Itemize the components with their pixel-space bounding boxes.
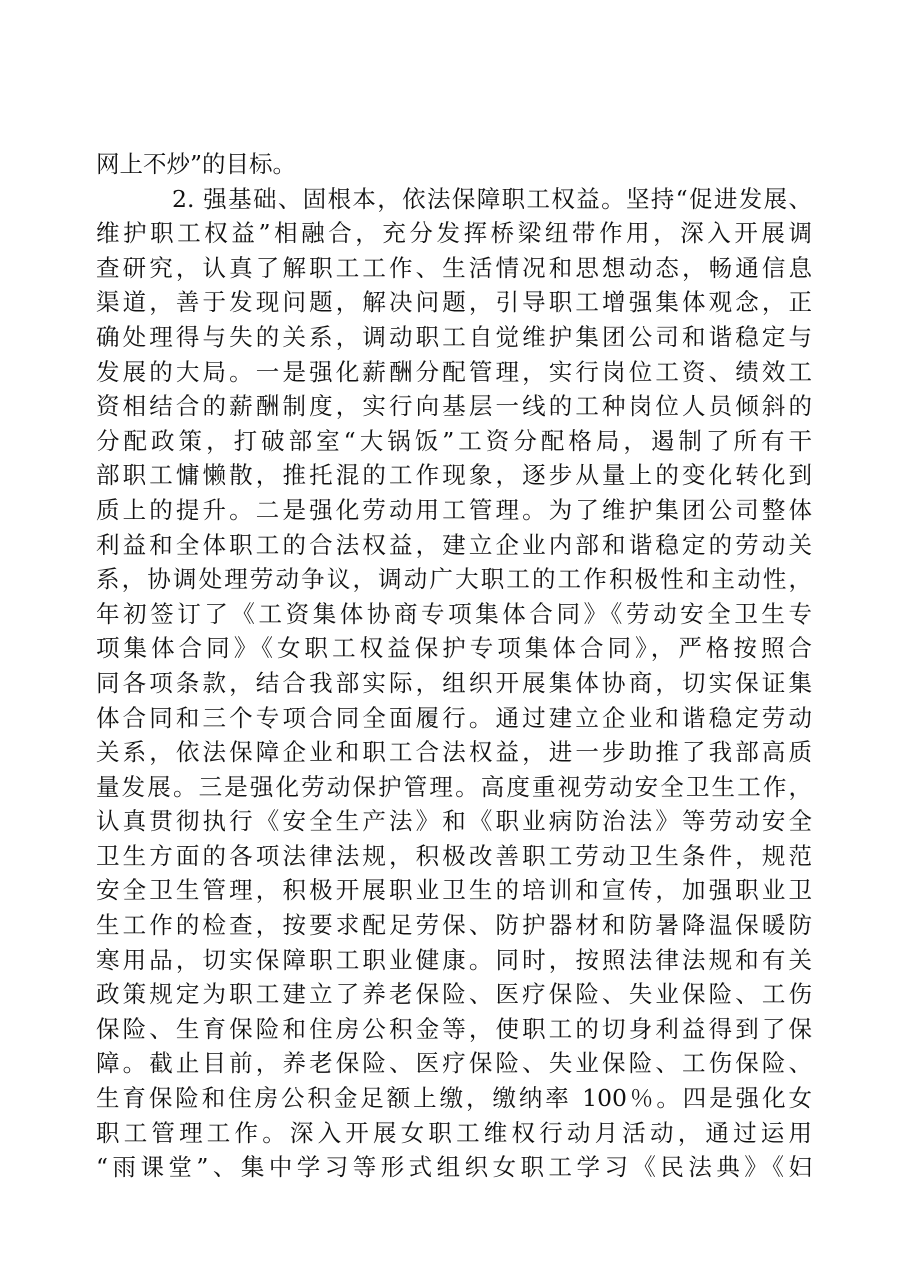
- text-line: 生育保险和住房公积金足额上缴，缴纳率 100％。四是强化女: [96, 1084, 812, 1113]
- text-line: 资相结合的薪酬制度，实行向基层一线的工种岗位人员倾斜的: [96, 392, 812, 421]
- text-line: 生工作的检查，按要求配足劳保、防护器材和防暑降温保暖防: [96, 911, 812, 940]
- text-line: 项集体合同》《女职工权益保护专项集体合同》，严格按照合: [96, 634, 812, 663]
- text-line: 部职工慵懒散，推托混的工作现象，逐步从量上的变化转化到: [96, 461, 812, 490]
- text-line: 卫生方面的各项法律法规，积极改善职工劳动卫生条件，规范: [96, 841, 812, 870]
- text-line: 年初签订了《工资集体协商专项集体合同》《劳动安全卫生专: [96, 599, 812, 628]
- text-line: “雨课堂”、集中学习等形式组织女职工学习《民法典》《妇: [96, 1153, 812, 1182]
- text-line: 保险、生育保险和住房公积金等，使职工的切身利益得到了保: [96, 1014, 812, 1043]
- text-line: 发展的大局。一是强化薪酬分配管理，实行岗位工资、绩效工: [96, 357, 812, 386]
- text-line: 体合同和三个专项合同全面履行。通过建立企业和谐稳定劳动: [96, 703, 812, 732]
- body-text: [96, 147, 812, 1185]
- text-line: 职工管理工作。深入开展女职工维权行动月活动，通过运用: [96, 1118, 812, 1147]
- text-line: 关系，依法保障企业和职工合法权益，进一步助推了我部高质: [96, 738, 812, 767]
- text-line: 安全卫生管理，积极开展职业卫生的培训和宣传，加强职业卫: [96, 876, 812, 905]
- text-line: 寒用品，切实保障职工职业健康。同时，按照法律法规和有关: [96, 945, 812, 974]
- text-line: 网上不炒”的目标。: [96, 150, 297, 178]
- text-line: 维护职工权益”相融合，充分发挥桥梁纽带作用，深入开展调: [96, 219, 812, 248]
- text-line: 查研究，认真了解职工工作、生活情况和思想动态，畅通信息: [96, 253, 812, 282]
- text-line: 确处理得与失的关系，调动职工自觉维护集团公司和谐稳定与: [96, 322, 812, 351]
- text-line: 质上的提升。二是强化劳动用工管理。为了维护集团公司整体: [96, 495, 812, 524]
- text-line: 系，协调处理劳动争议，调动广大职工的工作积极性和主动性，: [96, 565, 812, 594]
- text-line: 渠道，善于发现问题，解决问题，引导职工增强集体观念，正: [96, 288, 812, 317]
- text-line: 分配政策，打破部室“大锅饭”工资分配格局，遏制了所有干: [96, 426, 812, 455]
- text-line: 2. 强基础、固根本，依法保障职工权益。坚持“促进发展、: [172, 184, 812, 213]
- text-line: 认真贯彻执行《安全生产法》和《职业病防治法》等劳动安全: [96, 807, 812, 836]
- text-line: 政策规定为职工建立了养老保险、医疗保险、失业保险、工伤: [96, 980, 812, 1009]
- text-line: 障。截止目前，养老保险、医疗保险、失业保险、工伤保险、: [96, 1049, 812, 1078]
- text-line: 同各项条款，结合我部实际，组织开展集体协商，切实保证集: [96, 668, 812, 697]
- text-line: 利益和全体职工的合法权益，建立企业内部和谐稳定的劳动关: [96, 530, 812, 559]
- text-line: 量发展。三是强化劳动保护管理。高度重视劳动安全卫生工作，: [96, 772, 812, 801]
